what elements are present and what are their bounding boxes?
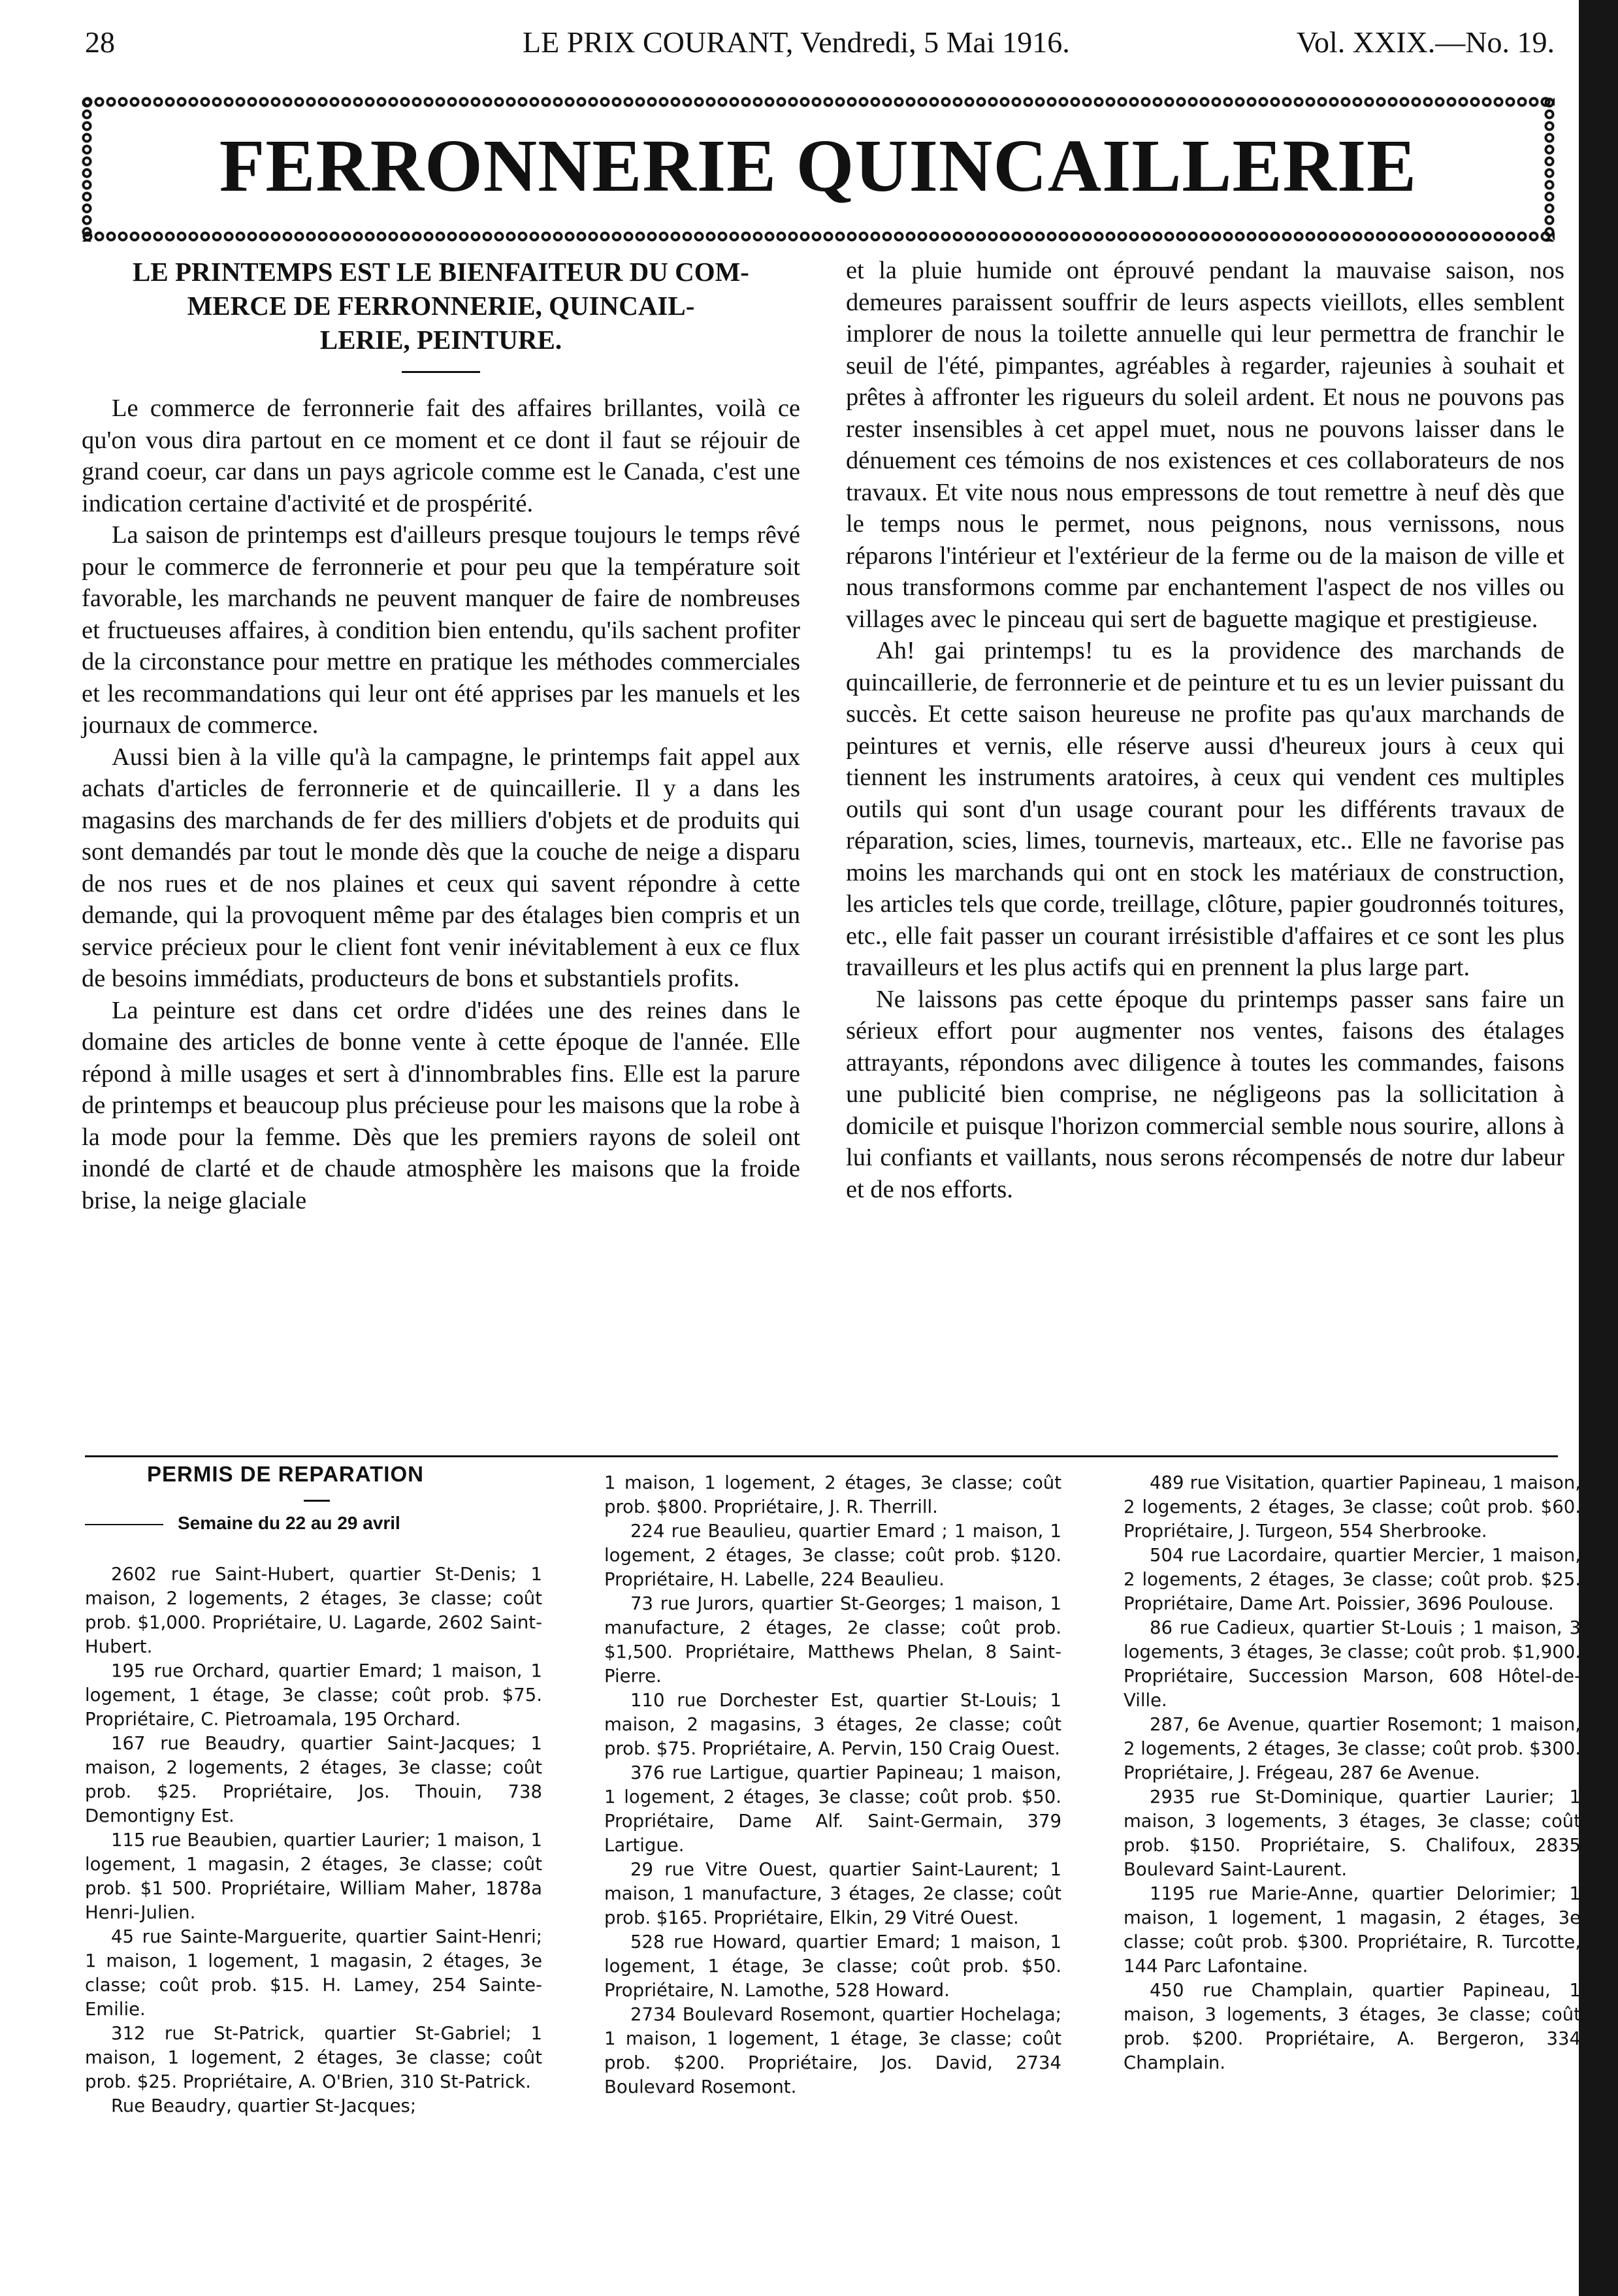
article-paragraph: Le commerce de ferronnerie fait des affaires brillantes, voilà ce qu'on vous dira partout en ce moment et ce dont il faut se réjouir de grand coeur, car dans un pays agricole comme est le Canada, c'est une indication certaine d'activité et de prospérité. (82, 395, 800, 517)
permit-entry: 73 rue Jurors, quartier St-Georges; 1 maison, 1 manufacture, 2 étages, 2e classe; coût prob. $1,500. Propriétaire, Matthews Phelan, 8 Saint-Pierre. (604, 1593, 1061, 1687)
permit-entry: 376 rue Lartigue, quartier Papineau; 1 maison, 1 logement, 2 étages, 3e classe; coût prob. $50. Propriétaire, Dame Alf. Saint-Germain, 379 Lartigue. (604, 1762, 1061, 1856)
running-head (85, 25, 1555, 71)
article-paragraph: La saison de printemps est d'ailleurs presque toujours le temps rêvé pour le commerce de ferronnerie et pour peu que la température soit favorable, les marchands ne peuvent manquer de faire de nombreuses et fructueuses affaires, à condition bien entendu, qu'ils sachent profiter de la circonstance pour mettre en pratique les méthodes commerciales et les recommandations qui leur ont été apprises par les manuels et les journaux de commerce. (82, 521, 800, 739)
title-rule (402, 371, 480, 373)
week-dash (85, 1524, 163, 1525)
article-paragraph: Ne laissons pas cette époque du printemps passer sans faire un sérieux effort pour augmenter nos ventes, faisons des étalages attrayants, répondons avec diligence à toutes les commandes, faisons une publicité bien comprise, ne négligeons pas la sollicitation à domicile et puisque l'horizon commercial semble nous sourire, allons à lui confiants et vaillants, nous serons récompensés de notre dur labeur et de nos efforts. (846, 985, 1564, 1203)
section-title: FERRONNERIE QUINCAILLERIE (219, 124, 1417, 207)
permit-entry: 312 rue St-Patrick, quartier St-Gabriel; 1 maison, 1 logement, 2 étages, 3e classe; coût prob. $25. Propriétaire, A. O'Brien, 310 St-Patrick. (85, 2023, 542, 2092)
permit-entry: 1 maison, 1 logement, 2 étages, 3e classe; coût prob. $800. Propriétaire, J. R. Therrill. (604, 1472, 1061, 1517)
article-title-line: MERCE DE FERRONNERIE, QUINCAIL- (187, 291, 695, 321)
section-banner (82, 97, 1555, 242)
permit-entry: 489 rue Visitation, quartier Papineau, 1 maison, 2 logements, 2 étages, 3e classe; coût prob. $60. Propriétaire, J. Turgeon, 554 Sherbrooke. (1124, 1472, 1581, 1542)
permit-entry: 224 rue Beaulieu, quartier Emard ; 1 maison, 1 logement, 2 étages, 3e classe; coût prob. $120. Propriétaire, H. Labelle, 224 Beaulieu. (604, 1521, 1061, 1590)
permit-entry: 2602 rue Saint-Hubert, quartier St-Denis; 1 maison, 2 logements, 2 étages, 3e classe; coût prob. $1,000. Propriétaire, U. Lagarde, 2602 Saint-Hubert. (85, 1564, 542, 1657)
article-column-right (846, 255, 1564, 1205)
permit-entry: 110 rue Dorchester Est, quartier St-Louis; 1 maison, 2 magasins, 3 étages, 2e classe; coût prob. $75. Propriétaire, A. Pervin, 150 Craig Ouest. (604, 1690, 1061, 1759)
permis-column-3 (1124, 1471, 1581, 2075)
permit-entry: 29 rue Vitre Ouest, quartier Saint-Laurent; 1 maison, 1 manufacture, 3 étages, 2e classe; coût prob. $165. Propriétaire, Elkin, 29 Vitré Ouest. (604, 1859, 1061, 1928)
permis-week (85, 1513, 503, 1534)
permit-entry: 2935 rue St-Dominique, quartier Laurier; 1 maison, 3 logements, 3 étages, 3e classe; coût prob. $150. Propriétaire, S. Chalifoux, 2835 Boulevard Saint-Laurent. (1124, 1787, 1581, 1880)
permit-entry: 195 rue Orchard, quartier Emard; 1 maison, 1 logement, 1 étage, 3e classe; coût prob. $75. Propriétaire, C. Pietroamala, 195 Orchard. (85, 1660, 542, 1730)
permit-entry: 115 rue Beaubien, quartier Laurier; 1 maison, 1 logement, 1 magasin, 2 étages, 3e classe; coût prob. $1 500. Propriétaire, William Maher, 1878a Henri-Julien. (85, 1830, 542, 1923)
permit-entry: 287, 6e Avenue, quartier Rosemont; 1 maison, 2 logements, 2 étages, 3e classe; coût prob. $300. Propriétaire, J. Frégeau, 287 6e Avenue. (1124, 1714, 1581, 1783)
article-paragraph: La peinture est dans cet ordre d'idées une des reines dans le domaine des articles de bonne vente à cette époque de l'année. Elle répond à mille usages et sert à d'innombrables fins. Elle est la parure de printemps et beaucoup plus précieuse pour les maisons que la robe à la mode pour la femme. Dès que les premiers rayons de soleil ont inondé de clarté et de chaude atmosphère les maisons que la froide brise, la neige glaciale (82, 996, 800, 1214)
article-title-line: LERIE, PEINTURE. (319, 325, 562, 355)
page-number: 28 (85, 25, 115, 59)
permit-entry: 1195 rue Marie-Anne, quartier Delorimier; 1 maison, 1 logement, 1 magasin, 2 étages, 3e classe; coût prob. $300. Propriétaire, R. Turcotte, 144 Parc Lafontaine. (1124, 1883, 1581, 1977)
permit-entry: 167 rue Beaudry, quartier Saint-Jacques; 1 maison, 2 logements, 2 étages, 3e classe; coût prob. $25. Propriétaire, Jos. Thouin, 738 Demontigny Est. (85, 1733, 542, 1826)
scan-edge (1579, 0, 1618, 2296)
article-title-line: LE PRINTEMPS EST LE BIENFAITEUR DU COM- (133, 257, 749, 287)
permit-entry: 2734 Boulevard Rosemont, quartier Hochelaga; 1 maison, 1 logement, 1 étage, 3e classe; coût prob. $200. Propriétaire, Jos. David, 2734 Boulevard Rosemont. (604, 2004, 1061, 2097)
article-title (82, 255, 800, 357)
permit-entry: 86 rue Cadieux, quartier St-Louis ; 1 maison, 3 logements, 3 étages, 3e classe; coût prob. $1,900. Propriétaire, Succession Marson, 608 Hôtel-de-Ville. (1124, 1617, 1581, 1711)
publication-line: LE PRIX COURANT, Vendredi, 5 Mai 1916. (523, 25, 1070, 59)
article-paragraph: et la pluie humide ont éprouvé pendant la mauvaise saison, nos demeures paraissent souffrir de leurs aspects vieillots, elles semblent implorer de nous la toilette annuelle qui leur permettra de franchir le seuil de l'été, pimpantes, agréables à regarder, rajeunies à souhait et prêtes à affronter les rigueurs du soleil ardent. Et nous ne pouvons pas rester insensibles à cet appel muet, nous ne pouvons laisser dans le dénuement ces témoins de nos existences et ces collaborateurs de nos travaux. Et vite nous nous empressons de tout remettre à neuf dès que le temps nous le permet, nous peignons, nous vernissons, nous réparons l'intérieur et l'extérieur de la ferme ou de la maison de ville et nous transformons comme par enchantement l'aspect de nos villes ou villages avec le pinceau qui sert de baguette magique et prestigieuse. (846, 257, 1564, 633)
permit-entry: 504 rue Lacordaire, quartier Mercier, 1 maison, 2 logements, 2 étages, 3e classe; coût prob. $25. Propriétaire, Dame Art. Poissier, 3696 Poulouse. (1124, 1545, 1581, 1614)
permis-week-label: Semaine du 22 au 29 avril (178, 1513, 400, 1533)
permis-heading: PERMIS DE REPARATION (147, 1462, 424, 1486)
article-column-left (82, 255, 800, 1216)
permit-entry: 528 rue Howard, quartier Emard; 1 maison, 1 logement, 1 étage, 3e classe; coût prob. $50. Propriétaire, N. Lamothe, 528 Howard. (604, 1932, 1061, 2001)
permis-column-2 (604, 1471, 1061, 2099)
permit-entry: 450 rue Champlain, quartier Papineau, 1 maison, 3 logements, 3 étages, 3e classe; coût prob. $200. Propriétaire, A. Bergeron, 334 Champlain. (1124, 1980, 1581, 2073)
permit-entry: 45 rue Sainte-Marguerite, quartier Saint-Henri; 1 maison, 1 logement, 1 magasin, 2 étages, 3e classe; coût prob. $15. H. Lamey, 254 Sainte-Emilie. (85, 1926, 542, 2020)
article-paragraph: Aussi bien à la ville qu'à la campagne, le printemps fait appel aux achats d'articles de ferronnerie et de quincaillerie. Il y a dans les magasins des marchands de fer des milliers d'objets et de produits qui sont demandés par tout le monde dès que la couche de neige a disparu de nos rues et de nos plaines et ceux qui savent répondre à cette demande, qui la provoquent même par des étalages bien compris et un service précieux pour le client font venir inévitablement à eux ce flux de besoins immédiats, producteurs de bons et substantiels profits. (82, 743, 800, 992)
banner-border-bottom (82, 231, 1555, 242)
volume-number: Vol. XXIX.—No. 19. (1296, 25, 1555, 59)
article-paragraph: Ah! gai printemps! tu es la providence des marchands de quincaillerie, de ferronnerie et de peinture et tu es un levier puissant du succès. Et cette saison heureuse ne profite pas qu'aux marchands de peintures et vernis, elle réserve aussi d'heureux jours à ceux qui tiennent les instruments aratoires, à ceux qui vendent ces multiples outils qui sont d'un usage courant pour les différents travaux de réparation, scies, limes, tournevis, marteaux, etc.. Elle ne favorise pas moins les marchands qui ont en stock les matériaux de construction, les articles tels que corde, treillage, clôture, papier goudronnés toitures, etc., elle fait passer un courant irrésistible d'affaires et ce sont les plus travailleurs et les plus actifs qui en prennent la plus large part. (846, 637, 1564, 981)
banner-border-top (82, 97, 1555, 107)
permit-entry: Rue Beaudry, quartier St-Jacques; (111, 2095, 417, 2116)
permis-column-1 (85, 1562, 542, 2118)
permis-rule (304, 1500, 330, 1502)
section-divider (85, 1455, 1558, 1457)
